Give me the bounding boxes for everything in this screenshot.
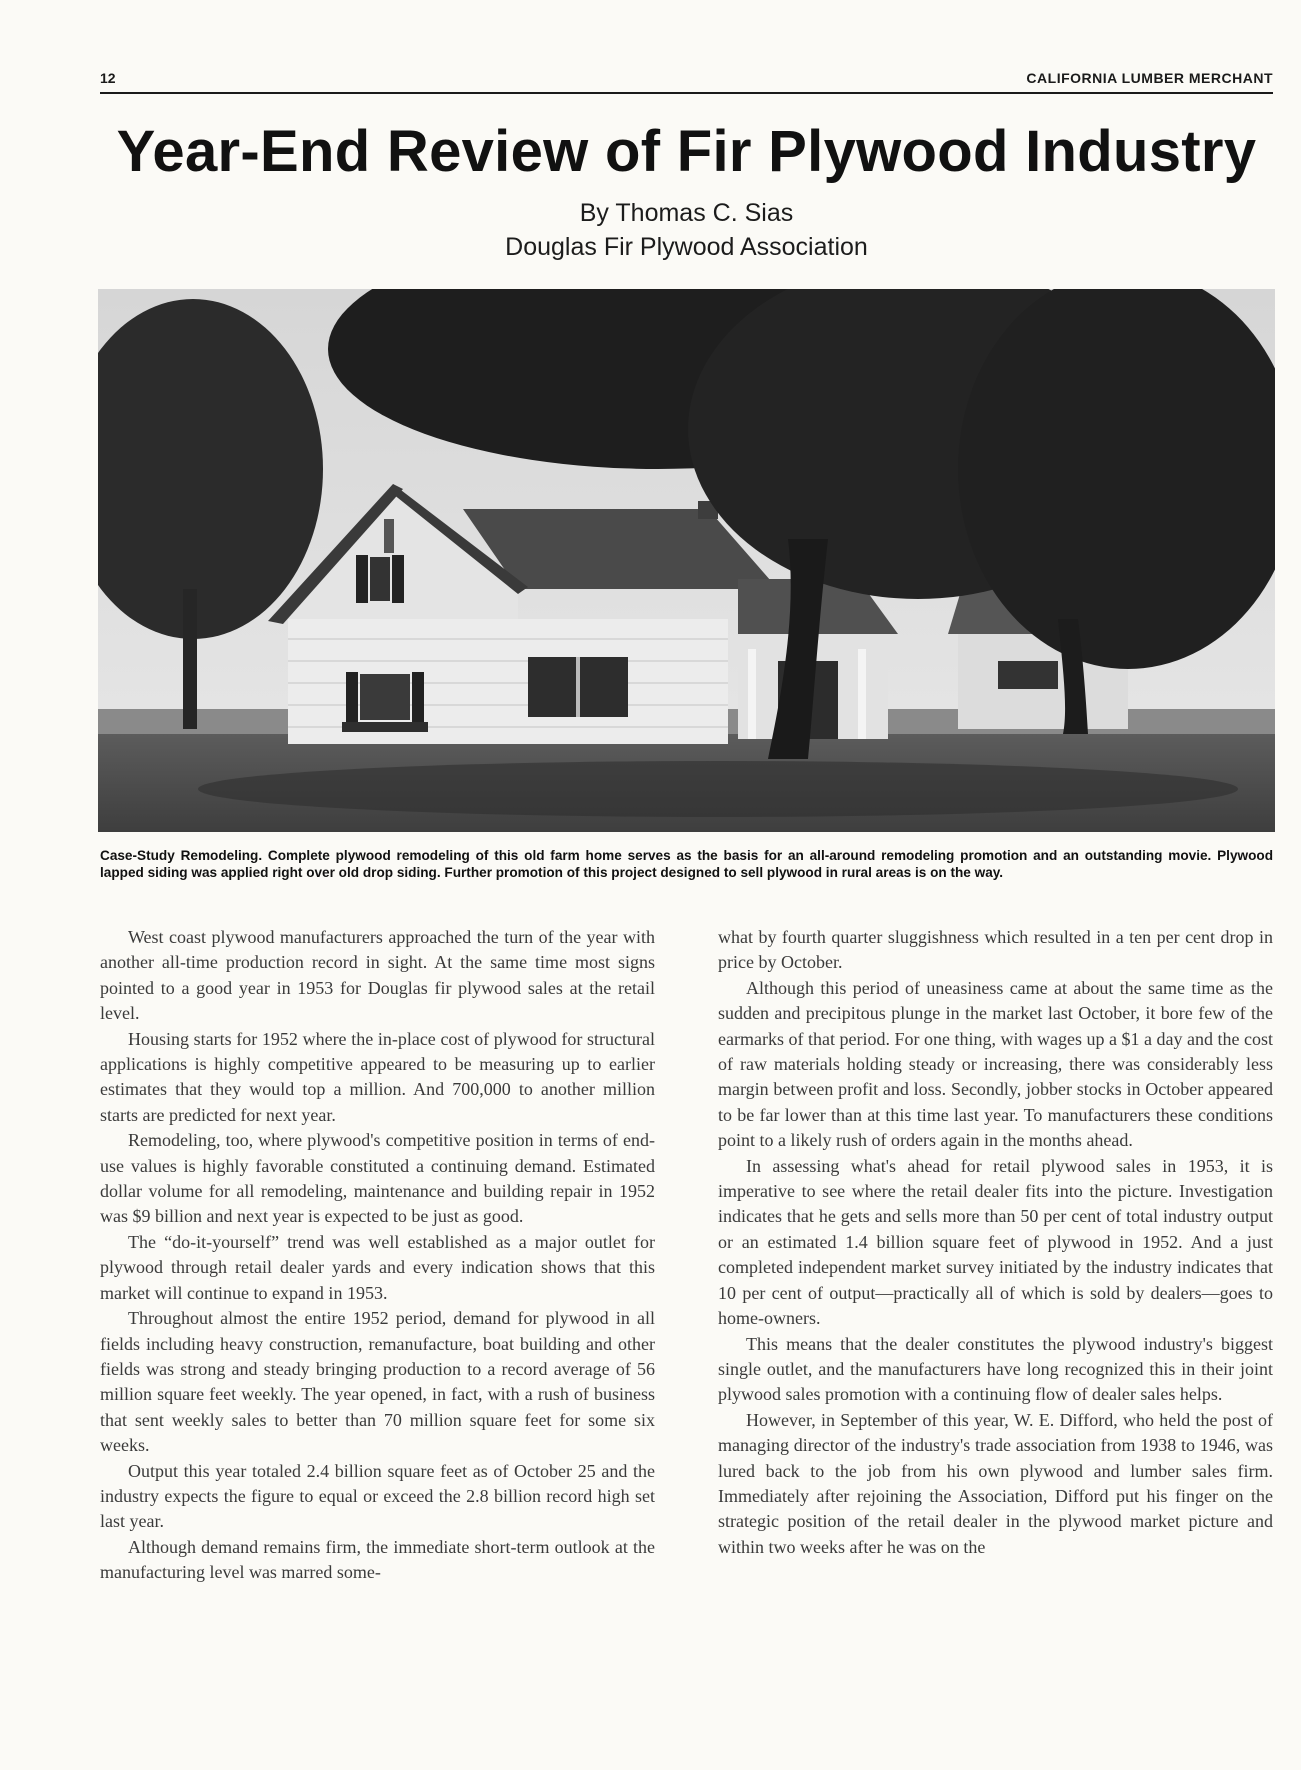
paragraph-continuation: what by fourth quarter sluggishness which resulted in a ten per cent drop in price by October. [718,927,1273,973]
farmhouse-illustration [98,289,1275,832]
paragraph: West coast plywood manufacturers approached the turn of the year with another all-time production record in sight. At the same time most signs pointed to a good year in 1953 for Douglas fir plywood sales at the retail level. [100,927,655,1024]
photo-caption: Case-Study Remodeling. Complete plywood remodeling of this old farm home serves as the basis for an all-around remodeling promotion and an outstanding movie. Plywood lapped siding was applied right over old drop siding. Further promotion of this project designed to sell plywood in rural areas is on the way. [100,848,1273,880]
paragraph: The “do-it-yourself” trend was well established as a major outlet for plywood through retail dealer yards and every indication shows that this market will continue to expand in 1953. [100,1231,655,1303]
article-byline: By Thomas C. Sias [579,199,794,227]
paragraph: This means that the dealer constitutes the plywood industry's biggest single outlet, and the manufacturers have long recognized this in their joint plywood sales promotion with a continuing flow of dealer sales helps. [718,1333,1273,1405]
paragraph: However, in September of this year, W. E. Difford, who held the post of managing director of the industry's trade association from 1938 to 1946, was lured back to the job from his own plywood and lumber sales firm. Immediately after rejoining the Association, Difford put his finger on the strategic position of the retail dealer in the plywood market picture and within two weeks after he was on the [718,1409,1273,1557]
paragraph: Remodeling, too, where plywood's competitive position in terms of end-use values is highly favorable constituted a continuing demand. Estimated dollar volume for all remodeling, maintenance and building repair in 1952 was $9 billion and next year is expected to be just as good. [100,1130,655,1227]
paragraph: Output this year totaled 2.4 billion square feet as of October 25 and the industry expects the figure to equal or exceed the 2.8 billion record high set last year. [100,1460,655,1532]
author-organization: Douglas Fir Plywood Association [505,233,868,261]
paragraph: Although this period of uneasiness came at about the same time as the sudden and precipitous plunge in the market last October, it bore few of the earmarks of that period. For one thing, with wages up a $1 a day and the cost of raw materials holding steady or increasing, there was considerably less margin between profit and loss. Secondly, jobber stocks in October appeared to be far lower than at this time last year. To manufacturers these conditions point to a likely rush of orders again in the months ahead. [718,977,1273,1151]
publication-name: CALIFORNIA LUMBER MERCHANT [1026,70,1273,86]
article-column-left [100,925,655,1586]
running-header [100,70,1273,92]
paragraph: Although demand remains firm, the immediate short-term outlook at the manufacturing level was marred some- [100,1536,655,1583]
farmhouse-photo [98,289,1275,832]
paragraph: Housing starts for 1952 where the in-place cost of plywood for structural applications is highly competitive appeared to be measuring up to earlier estimates that they would top a million. And 700,000 to another million starts are predicted for next year. [100,1028,655,1125]
header-rule [100,92,1273,94]
article-title: Year-End Review of Fir Plywood Industry [116,119,1257,184]
article-column-right [718,925,1273,1560]
paragraph: In assessing what's ahead for retail plywood sales in 1953, it is imperative to see where the retail dealer fits into the picture. Investigation indicates that he gets and sells more than 50 per cent of total industry output or an estimated 1.4 billion square feet of plywood in 1952. And a just completed independent market survey initiated by the industry indicates that 10 per cent of output—practically all of which is sold by dealers—goes to home-owners. [718,1155,1273,1329]
paragraph: Throughout almost the entire 1952 period, demand for plywood in all fields including heavy construction, remanufacture, boat building and other fields was strong and steady bringing production to a record average of 56 million square feet weekly. The year opened, in fact, with a rush of business that sent weekly sales to better than 70 million square feet for some six weeks. [100,1308,655,1456]
page-number: 12 [100,70,116,86]
